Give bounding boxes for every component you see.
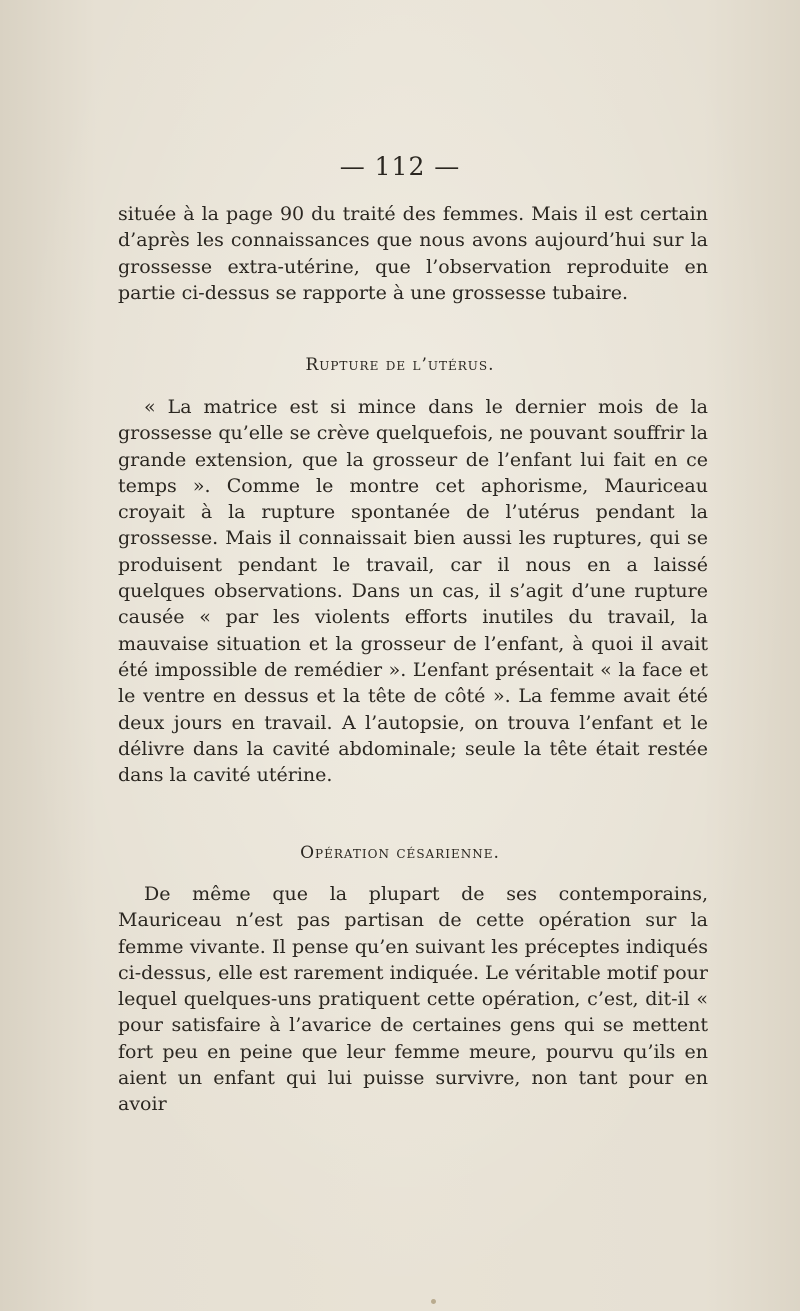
page-number: — 112 —	[339, 152, 461, 181]
paragraph-intro	[118, 201, 708, 306]
paragraph-rupture	[118, 394, 708, 788]
section-heading-cesarienne: Opération césarienne.	[300, 843, 500, 863]
paper-speck	[431, 1299, 436, 1304]
section-heading-rupture: Rupture de l’utérus.	[305, 355, 495, 375]
paragraph-cesarienne	[118, 881, 708, 1118]
paragraph-text: située à la page 90 du traité des femmes. Mais il est certain d’après les connaissances que nous avons aujourd’hui sur la grossesse extra-utérine, que l’observation reproduite en partie ci-dessus se rapporte à une grossesse tubaire.	[118, 203, 708, 304]
paragraph-text: De même que la plupart de ses contemporains, Mauriceau n’est pas partisan de cette opération sur la femme vivante. Il pense qu’en suivant les préceptes indiqués ci-dessus, elle est rarement indiquée. Le véritable motif pour lequel quelques-uns pratiquent cette opération, c’est, dit-il « pour satisfaire à l’avarice de certaines gens qui se mettent fort peu en peine que leur femme meure, pourvu qu’ils en aient un enfant qui lui puisse survivre, non tant pour en avoir	[118, 883, 708, 1116]
paragraph-text: « La matrice est si mince dans le dernier mois de la grossesse qu’elle se crève quelquefois, ne pouvant souffrir la grande extension, que la grosseur de l’enfant lui fait en ce temps ». Comme le montre cet aphorisme, Mauriceau croyait à la rupture spontanée de l’utérus pendant la grossesse. Mais il connaissait bien aussi les ruptures, qui se produisent pendant le travail, car il nous en a laissé quelques observations. Dans un cas, il s’agit d’une rupture causée « par les violents efforts inutiles du travail, la mauvaise situation et la grosseur de l’enfant, à quoi il avait été impossible de remédier ». L’enfant présentait « la face et le ventre en dessus et la tête de côté ». La femme avait été deux jours en travail. A l’autopsie, on trouva l’enfant et le délivre dans la cavité abdominale; seule la tête était restée dans la cavité utérine.	[118, 396, 708, 787]
